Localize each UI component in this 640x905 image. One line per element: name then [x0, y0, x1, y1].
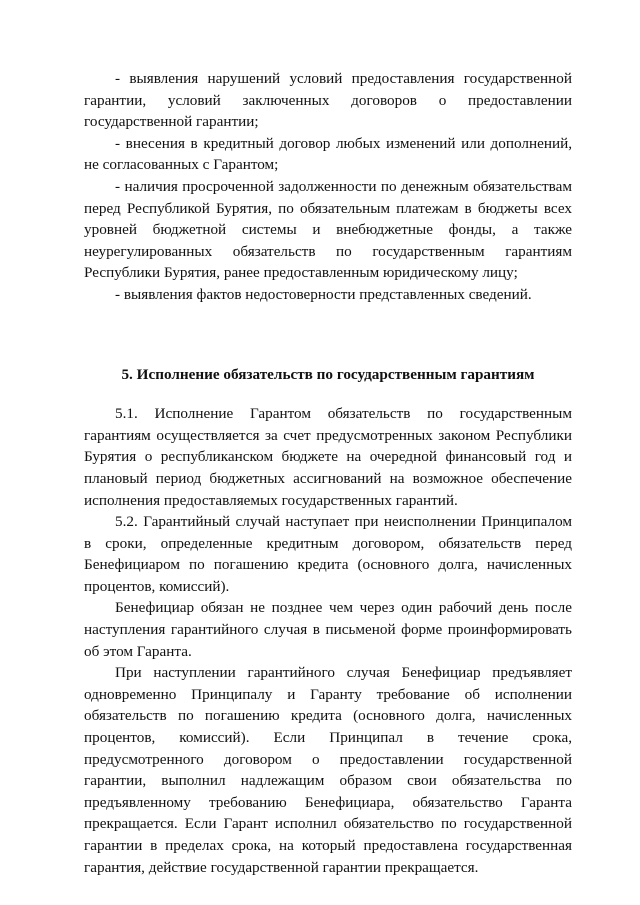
document-page	[84, 68, 572, 878]
list-item: - наличия просроченной задолженности по денежным обязательствам перед Республикой Бурятия, по обязательным платежам в бюджеты всех уровней бюджетной системы и внебюджетные фонды, а также неурегулированных обязательств по государственным гарантиям Республики Бурятия, ранее предоставленным юридическому лицу;	[84, 177, 572, 282]
paragraph: При наступлении гарантийного случая Бенефициар предъявляет одновременно Принципалу и Гаранту требование об исполнении обязательств по погашению кредита (основного долга, начисленных процентов, комиссий). Если Принципал в течение срока, предусмотренного договором о предоставлении государственной гарантии, выполнил надлежащим образом свои обязательства по предъявленному требованию Бенефициара, обязательство Гаранта прекращается. Если Гарант исполнил обязательство по государственной гарантии в пределах срока, на который предоставлена государственная гарантия, действие государственной гарантии прекращается.	[84, 664, 572, 876]
paragraph: 5.1. Исполнение Гарантом обязательств по государственным гарантиям осуществляется за счет предусмотренных законом Республики Бурятия о республиканском бюджете на очередной финансовый год и плановый период бюджетных ассигнований на возможное обеспечение исполнения предоставляемых государственных гарантий.	[84, 405, 572, 509]
list-item: - выявления нарушений условий предоставления государственной гарантии, условий заключенных договоров о предоставлении государственной гарантии;	[84, 70, 572, 131]
list-item: - внесения в кредитный договор любых изменений или дополнений, не согласованных с Гарантом;	[84, 134, 572, 174]
paragraph: Бенефициар обязан не позднее чем через один рабочий день после наступления гарантийного случая в письменой форме проинформировать об этом Гаранта.	[84, 599, 572, 660]
list-item: - выявления фактов недостоверности представленных сведений.	[115, 285, 532, 303]
paragraph: 5.2. Гарантийный случай наступает при неисполнении Принципалом в сроки, определенные кредитным договором, обязательств перед Бенефициаром по погашению кредита (основного долга, начисленных процентов, комиссий).	[84, 513, 572, 595]
section-heading: 5. Исполнение обязательств по государственным гарантиям	[121, 365, 535, 383]
